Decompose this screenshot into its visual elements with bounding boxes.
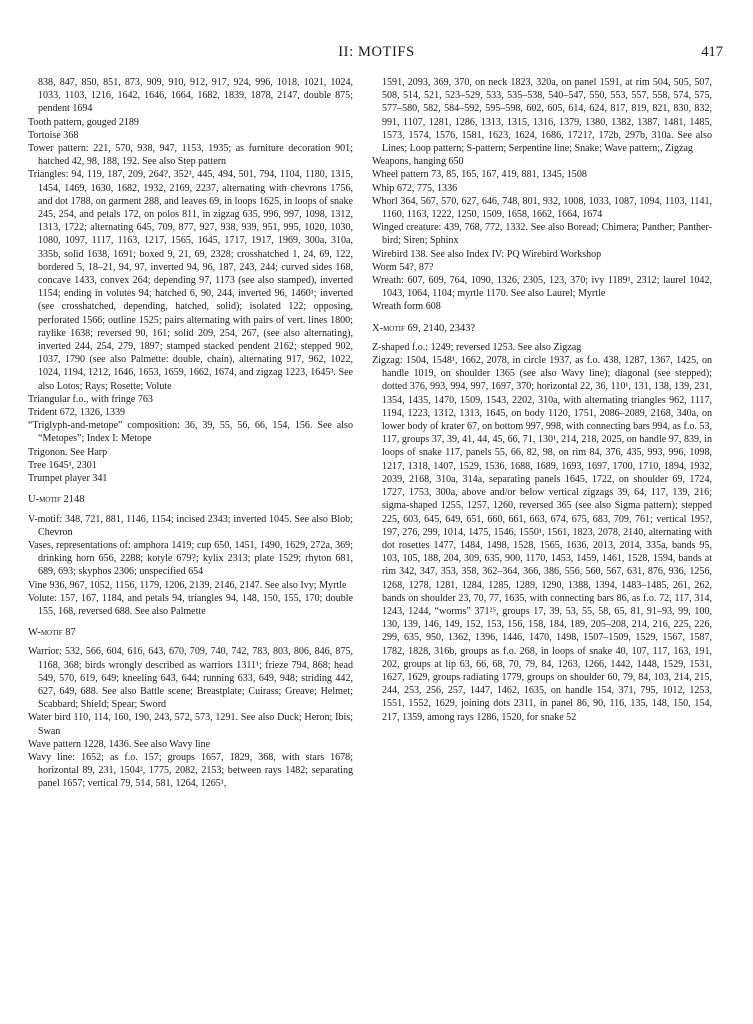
index-entry: Whip 672, 775, 1336 [372, 182, 458, 194]
index-entry: Tower pattern: 221, 570, 938, 947, 1153, 1935; as furniture decoration 901; hatched 42, 98, 188, 192. See also Step pattern [28, 143, 353, 168]
index-entry: Wreath form 608 [372, 301, 441, 313]
index-entry: Triangular f.o., with fringe 763 [28, 393, 153, 405]
index-entry: Winged creature: 439, 768, 772, 1332. See also Boread; Chimera; Panther; Panther-bird; Siren; Sphinx [372, 222, 712, 247]
index-entry: Vases, representations of: amphora 1419; cup 650, 1451, 1490, 1629, 272a, 369; drinking horn 656, 2288; kotyle 679?; kylix 2313; plate 1529; rhyton 681, 689, 693; skyphos 2306; unspecified 654 [28, 539, 353, 578]
index-entry: Whorl 364, 567, 570, 627, 646, 748, 801, 932, 1008, 1033, 1087, 1094, 1103, 1141, 1160, 1163, 1222, 1250, 1509, 1658, 1662, 1664, 1674 [372, 195, 712, 221]
section-heading: W-motif 87 [28, 627, 76, 639]
page-number: 417 [701, 44, 723, 60]
index-entry: Wavy line: 1652; as f.o. 157; groups 1657, 1829, 368, with stars 1678; horizontal 89, 231, 1504², 1775, 2082, 2153; between rays 1482; separating panel 1657; vertical 79, 514, 581, 1264, 1265¹, [28, 751, 353, 790]
index-entry: Worm 54?, 87? [372, 261, 434, 273]
index-entry: Wheel pattern 73, 85, 165, 167, 419, 881, 1345, 1508 [372, 169, 587, 181]
index-entry: Zigzag: 1504, 1548¹, 1662, 2078, in circle 1937, as f.o. 438, 1287, 1367, 1425, on handle 1019, on shoulder 1365 (see also Wavy line); diagonal (see stepped); dotted 376, 993, 994, 997, 1697, 370; horizontal 22, 36, 110¹, 131, 138, 139, 231, 1354, 1435, 1470, 1509, 1543, 2202, 310a, with alternating triangles 962, 1117, 1194, 1223, 1312, 1313, 1645, on body 1120, 1751, 2086–2089, 2168, 340a, on lower body of krater 67, on bottom 997, 998, with connecting bars 994, as f.o. 53, 117, groups 37, 39, 41, 44, 45, 66, 71, 130¹, 214, 218, 2025, on handle 97, 839, in loops of snake 117, panels 55, 66, 82, 98, on rim 84, 376, 435, 993, 996, 1098, 1217, 1318, 1407, 1529, 1536, 1688, 1689, 1693, 1697, 1700, 1710, 1894, 1932, 2039, 2168, 310a, 314a, separating panels 1645, 1722, on shoulder 69, 1724, 1727, 1753, 300a, above and/or below vertical zigzags 39, 64, 117, 139, 216; sigma-shaped 1255, 1257, 1260, reversed 365 (see also Sigma pattern); stepped 225, 603, 645, 649, 651, 660, 661, 663, 674, 675, 683, 709, 761; vertical 195?, 197, 276, 299, 1014, 1475, 1546, 1550¹, 1561, 1823, 2078, 2140, alternating with dot rosettes 1477, 1484, 1498, 1528, 1565, 1636, 2013, 2014, 335a, bands 95, 103, 105, 188, 204, 309, 635, 900, 1170, 1453, 1459, 1461, 1528, 1594, bands at rim 342, 347, 353, 358, 362–364, 366, 386, 556, 560, 567, 631, 876, 936, 1256, 1268, 1278, 1281, 1284, 1285, 1289, 1290, 1388, 1394, 1483–1485, 261, 262, bands on shoulder 23, 70, 77, 1635, with connecting bars 86, as f.o. 72, 117, 314, 1243, 1244, “worms” 371²⁵, groups 17, 39, 53, 55, 58, 65, 81, 91–93, 99, 100, 130, 139, 146, 149, 152, 153, 156, 158, 184, 189, 205–208, 214, 216, 225, 226, 299, 635, 950, 1362, 1396, 1446, 1470, 1498, 1507–1509, 1529, 1567, 1587, 1782, 1828, 316b, groups as f.o. 268, in loops of snake 40, 107, 117, 163, 191, 202, groups at lip 63, 66, 68, 70, 79, 84, 1263, 1266, 1442, 1448, 1529, 1531, 1627, 1629, groups radiating 1779, groups on shoulder 60, 79, 84, 103, 214, 215, 244, 253, 256, 257, 1447, 1462, 1635, on handle 154, 371, 795, 1012, 1253, 1551, 1552, 1629, joining dots 2311, in panel 86, 90, 116, 135, 148, 150, 154, 217, 1359, among rays 1286, 1520, for snake 52 [372, 355, 712, 723]
index-entry: Volute: 157, 167, 1184, and petals 94, triangles 94, 148, 150, 155, 170; double 155, 168, reversed 688. See also Palmette [28, 592, 353, 617]
left-column [28, 76, 353, 791]
index-entry: Weapons, hanging 650 [372, 156, 464, 168]
index-entry: Triangles: 94, 119, 187, 209, 264?, 352¹, 445, 494, 501, 794, 1104, 1180, 1315, 1454, 1469, 1630, 1682, 1932, 2169, 2237, alternating with chevrons 1756, and dot 1788, on garment 288, and leaves 69, in loops 1625, in loops of snake 245, 254, and petals 172, on polos 811, in zigzag 635, 996, 997, 1098, 1312, 1313, 1722; alternating 645, 709, 877, 927, 938, 939, 951, 995, 1020, 1030, 1080, 1097, 1117, 1163, 1217, 1565, 1645, 1717, 1917, 1969, 300a, 310a, 335b, solid 1638, 1691; boxed 9, 21, 69, 2328; crosshatched 1, 24, 69, 122, bordered 5, 18–21, 94, 97, inverted 94, 96, 187, 243, 244; curved sides 168, concave 1433, convex 264; depending 97, 1173 (see also stamped), inverted 1154; ending in volutes 94; hatched 6, 90, 244, inverted 96, 1460¹; inverted (see crosshatched, depending, hatched, solid); isolated 122; opposing, perforated 1566; outline 1525; pairs alternating with pairs of vert. lines 1800; raylike 1638; reversed 90, 161; solid 209, 254, 267, (see also alternating), inverted 244, 254, 279, 1897; stamped stacked pendent 2162; stepped 902, 1037, 1790 (see also Palmette: double, chain), alternating 917, 962, 1022, 1024, 1194, 1212, 1646, 1653, 1659, 1662, 1674, and zigzag 1223, 1645³. See also Lotos; Rays; Rosette; Volute [28, 169, 353, 392]
index-entry: Tortoise 368 [28, 129, 79, 141]
index-entry: V-motif: 348, 721, 881, 1146, 1154; incised 2343; inverted 1045. See also Blob; Chevron [28, 513, 353, 538]
index-entry: Trident 672, 1326, 1339 [28, 407, 126, 419]
index-entry: Water bird 110, 114, 160, 190, 243, 572, 573, 1291. See also Duck; Heron; Ibis; Swan [28, 712, 353, 737]
running-head: II: MOTIFS [338, 44, 415, 60]
index-entry: Wave pattern 1228, 1436. See also Wavy line [28, 738, 211, 750]
index-entry-continued: 838, 847, 850, 851, 873, 909, 910, 912, 917, 924, 996, 1018, 1021, 1024, 1033, 1103, 1216, 1642, 1646, 1664, 1682, 1839, 1878, 2147, double 875; pendent 1694 [38, 77, 353, 115]
page-header [0, 44, 753, 64]
index-entry: Trumpet player 341 [28, 473, 108, 485]
index-entry-continued: 1591, 2093, 369, 370, on neck 1823, 320a, on panel 1591, at rim 504, 505, 507, 508, 514, 521, 523–529, 533, 535–538, 540–547, 550, 553, 557, 558, 574, 575, 577–580, 582, 584–592, 595–598, 602, 605, 614, 624, 817, 819, 821, 830, 832, 991, 1107, 1281, 1286, 1313, 1315, 1316, 1379, 1380, 1382, 1387, 1481, 1485, 1573, 1574, 1576, 1581, 1623, 1624, 1686, 1721?, 172b, 297b, 310a. See also Lines; Loop pattern; S-pattern; Serpentine line; Snake; Wave pattern;, Zigzag [382, 77, 712, 155]
index-entry: Z-shaped f.o.: 1249; reversed 1253. See also Zigzag [372, 341, 582, 353]
index-entry: Warrior: 532, 566, 604, 616, 643, 670, 709, 740, 742, 783, 803, 806, 846, 875, 1168, 368; birds wrongly described as warriors 1311¹; frieze 794, 868; head 549, 570, 619, 649; kneeling 643, 644; running 633, 649, 948; striding 442, 627, 649, 688. See also Battle scene; Breastplate; Cuirass; Greave; Helmet; Scabbard; Shield; Spear; Sword [28, 646, 353, 711]
index-entry: Tooth pattern, gouged 2189 [28, 116, 139, 128]
index-entry: Wreath: 607, 609, 764, 1090, 1326, 2305, 123, 370; ivy 1189¹, 2312; laurel 1042, 1043, 1064, 1104; myrtle 1170. See also Laurel; Myrtle [372, 275, 712, 300]
right-column [372, 76, 712, 724]
index-entry: Wirebird 138. See also Index IV: PQ Wirebird Workshop [372, 248, 602, 260]
index-entry: “Triglyph-and-metope” composition: 36, 39, 55, 56, 66, 154, 156. See also “Metopes”; Index I: Metope [28, 420, 353, 445]
section-heading: U-motif 2148 [28, 494, 85, 506]
index-entry: Vine 936, 967, 1052, 1156, 1179, 1206, 2139, 2146, 2147. See also Ivy; Myrtle [28, 579, 347, 591]
section-heading: X-motif 69, 2140, 2343? [372, 322, 476, 334]
index-entry: Tree 1645¹, 2301 [28, 459, 97, 471]
index-entry: Trigonon. See Harp [28, 446, 108, 458]
